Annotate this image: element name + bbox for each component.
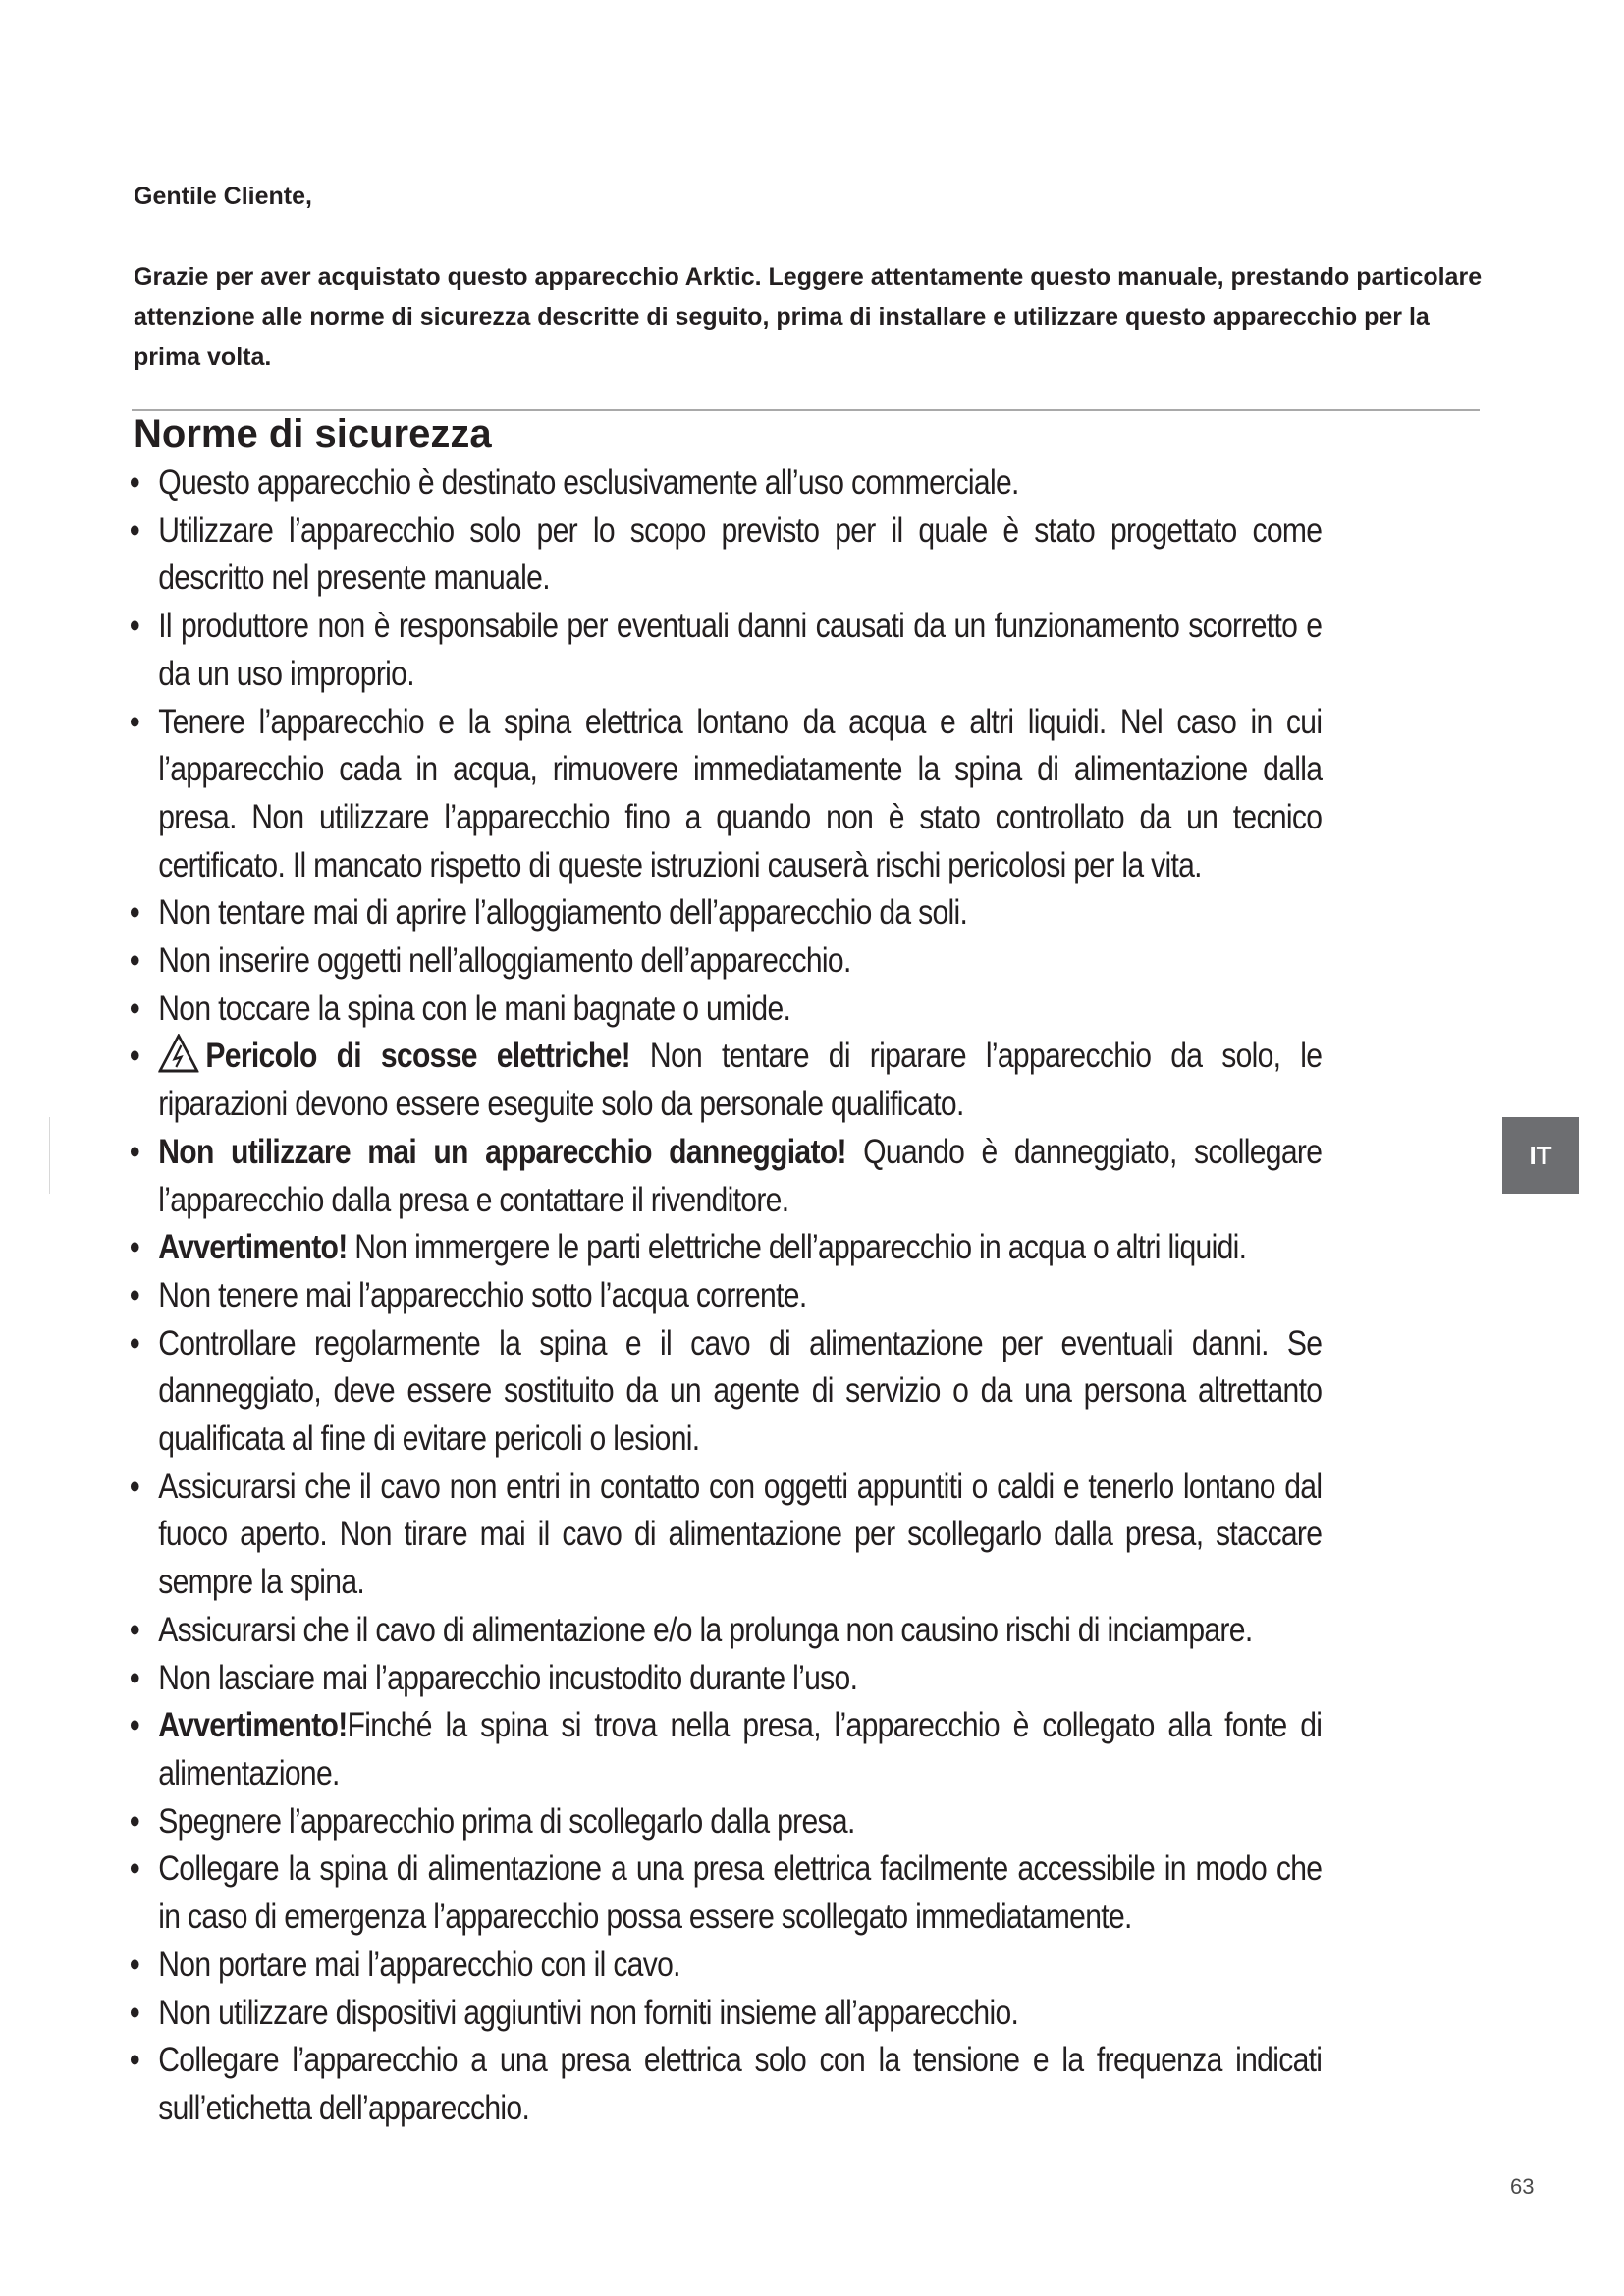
item-text: Non tenere mai l’apparecchio sotto l’acqua corrente. xyxy=(158,1275,807,1314)
list-item xyxy=(130,459,1322,507)
item-text: Non lasciare mai l’apparecchio incustodito durante l’uso. xyxy=(158,1658,858,1697)
list-item xyxy=(130,1942,1322,1990)
greeting: Gentile Cliente, xyxy=(134,183,312,210)
bullet: • xyxy=(130,1275,139,1314)
item-text: Collegare l’apparecchio a una presa elettrica solo con la tensione e la frequenza indicati sull’etichetta dell’apparecchio. xyxy=(158,2041,1323,2127)
item-text: Tenere l’apparecchio e la spina elettrica lontano da acqua e altri liquidi. Nel caso in cui l’apparecchio cada in acqua, rimuovere immediatamente la spina di alimentazione dalla presa. Non utilizzare l’apparecchio fino a quando non è stato controllato da un tecnico certificato. Il mancato rispetto di queste istruzioni causerà rischi pericolosi per la vita. xyxy=(158,702,1323,884)
list-item xyxy=(130,1655,1322,1703)
bullet: • xyxy=(130,2041,139,2080)
bullet: • xyxy=(130,941,139,981)
list-item xyxy=(130,1320,1322,1464)
list-item xyxy=(130,1224,1322,1272)
bullet: • xyxy=(130,1801,139,1841)
section-title: Norme di sicurezza xyxy=(134,412,492,455)
item-text: Spegnere l’apparecchio prima di scollegarlo dalla presa. xyxy=(158,1801,855,1841)
item-bold-text: Avvertimento! xyxy=(158,1228,348,1267)
item-text: Non inserire oggetti nell’alloggiamento dell’apparecchio. xyxy=(158,941,851,981)
bullet: • xyxy=(130,463,139,502)
list-item xyxy=(130,1798,1322,1846)
bullet: • xyxy=(130,1706,139,1745)
language-tab: IT xyxy=(1502,1117,1579,1194)
bullet: • xyxy=(130,1658,139,1697)
list-item xyxy=(130,1990,1322,2038)
list-item xyxy=(130,1272,1322,1320)
list-item xyxy=(130,1129,1322,1224)
bullet: • xyxy=(130,1945,139,1984)
item-text: Utilizzare l’apparecchio solo per lo scopo previsto per il quale è stato progettato come descritto nel presente manuale. xyxy=(158,510,1323,598)
bullet: • xyxy=(130,510,139,550)
item-text: Assicurarsi che il cavo non entri in contatto con oggetti appuntiti o caldi e tenerlo lontano dal fuoco aperto. Non tirare mai il cavo di alimentazione per scollegarlo dalla presa, staccare sempre la spina. xyxy=(158,1467,1323,1602)
item-text: Non utilizzare dispositivi aggiuntivi non forniti insieme all’apparecchio. xyxy=(158,1993,1019,2032)
item-text: Collegare la spina di alimentazione a una presa elettrica facilmente accessibile in modo che in caso di emergenza l’apparecchio possa essere scollegato immediatamente. xyxy=(158,1849,1323,1937)
bullet: • xyxy=(130,1849,139,1889)
bullet: • xyxy=(130,1610,139,1649)
section-divider xyxy=(132,409,1480,411)
bullet: • xyxy=(130,1037,139,1076)
bullet: • xyxy=(130,1323,139,1362)
list-item xyxy=(130,603,1322,698)
list-item xyxy=(130,699,1322,890)
item-bold-text: Non utilizzare mai un apparecchio danneggiato! xyxy=(158,1132,846,1171)
bullet: • xyxy=(130,1228,139,1267)
safety-rules-list xyxy=(130,459,1322,2133)
item-text: Non tentare di riparare l’apparecchio da solo, le riparazioni devono essere eseguite solo da personale qualificato. xyxy=(158,1037,1323,1124)
bullet: • xyxy=(130,702,139,741)
list-item xyxy=(130,937,1322,986)
item-text: Controllare regolarmente la spina e il cavo di alimentazione per eventuali danni. Se danneggiato, deve essere sostituito da un agente di servizio o da una persona altrettanto qualificata al fine di evitare pericoli o lesioni. xyxy=(158,1323,1323,1459)
item-bold-text: Avvertimento! xyxy=(158,1706,348,1745)
item-text: Non tentare mai di aprire l’alloggiamento dell’apparecchio da soli. xyxy=(158,893,968,933)
list-item xyxy=(130,1702,1322,1797)
list-item xyxy=(130,1607,1322,1655)
item-text: Finché la spina si trova nella presa, l’apparecchio è collegato alla fonte di alimentazione. xyxy=(158,1706,1323,1792)
list-item xyxy=(130,2037,1322,2132)
bullet: • xyxy=(130,988,139,1028)
list-item xyxy=(130,1845,1322,1941)
list-item xyxy=(130,1033,1322,1128)
bullet: • xyxy=(130,607,139,646)
item-text: Questo apparecchio è destinato esclusivamente all’uso commerciale. xyxy=(158,463,1019,502)
intro-paragraph: Grazie per aver acquistato questo apparecchio Arktic. Leggere attentamente questo manuale, prestando particolare attenzione alle norme di sicurezza descritte di seguito, prima di installare e utilizzare questo apparecchio per la prima volta. xyxy=(134,263,1483,371)
bullet: • xyxy=(130,1132,139,1171)
electric-shock-warning-icon xyxy=(158,1034,198,1073)
item-text: Il produttore non è responsabile per eventuali danni causati da un funzionamento scorretto e da un uso improprio. xyxy=(158,607,1323,693)
item-text: Non immergere le parti elettriche dell’apparecchio in acqua o altri liquidi. xyxy=(347,1228,1247,1267)
bullet: • xyxy=(130,1467,139,1506)
item-text: Non toccare la spina con le mani bagnate o umide. xyxy=(158,988,791,1028)
item-text: Quando è danneggiato, scollegare l’apparecchio dalla presa e contattare il rivenditore. xyxy=(158,1132,1323,1219)
list-item xyxy=(130,889,1322,937)
list-item xyxy=(130,1464,1322,1607)
bullet: • xyxy=(130,893,139,933)
item-text: Assicurarsi che il cavo di alimentazione e/o la prolunga non causino rischi di inciampare. xyxy=(158,1610,1253,1649)
page-number: 63 xyxy=(1510,2174,1535,2199)
list-item xyxy=(130,507,1322,603)
list-item xyxy=(130,986,1322,1034)
item-text: Non portare mai l’apparecchio con il cavo. xyxy=(158,1945,680,1984)
bullet: • xyxy=(130,1993,139,2032)
item-bold-text: Pericolo di scosse elettriche! xyxy=(205,1037,631,1076)
margin-mark xyxy=(49,1117,50,1194)
